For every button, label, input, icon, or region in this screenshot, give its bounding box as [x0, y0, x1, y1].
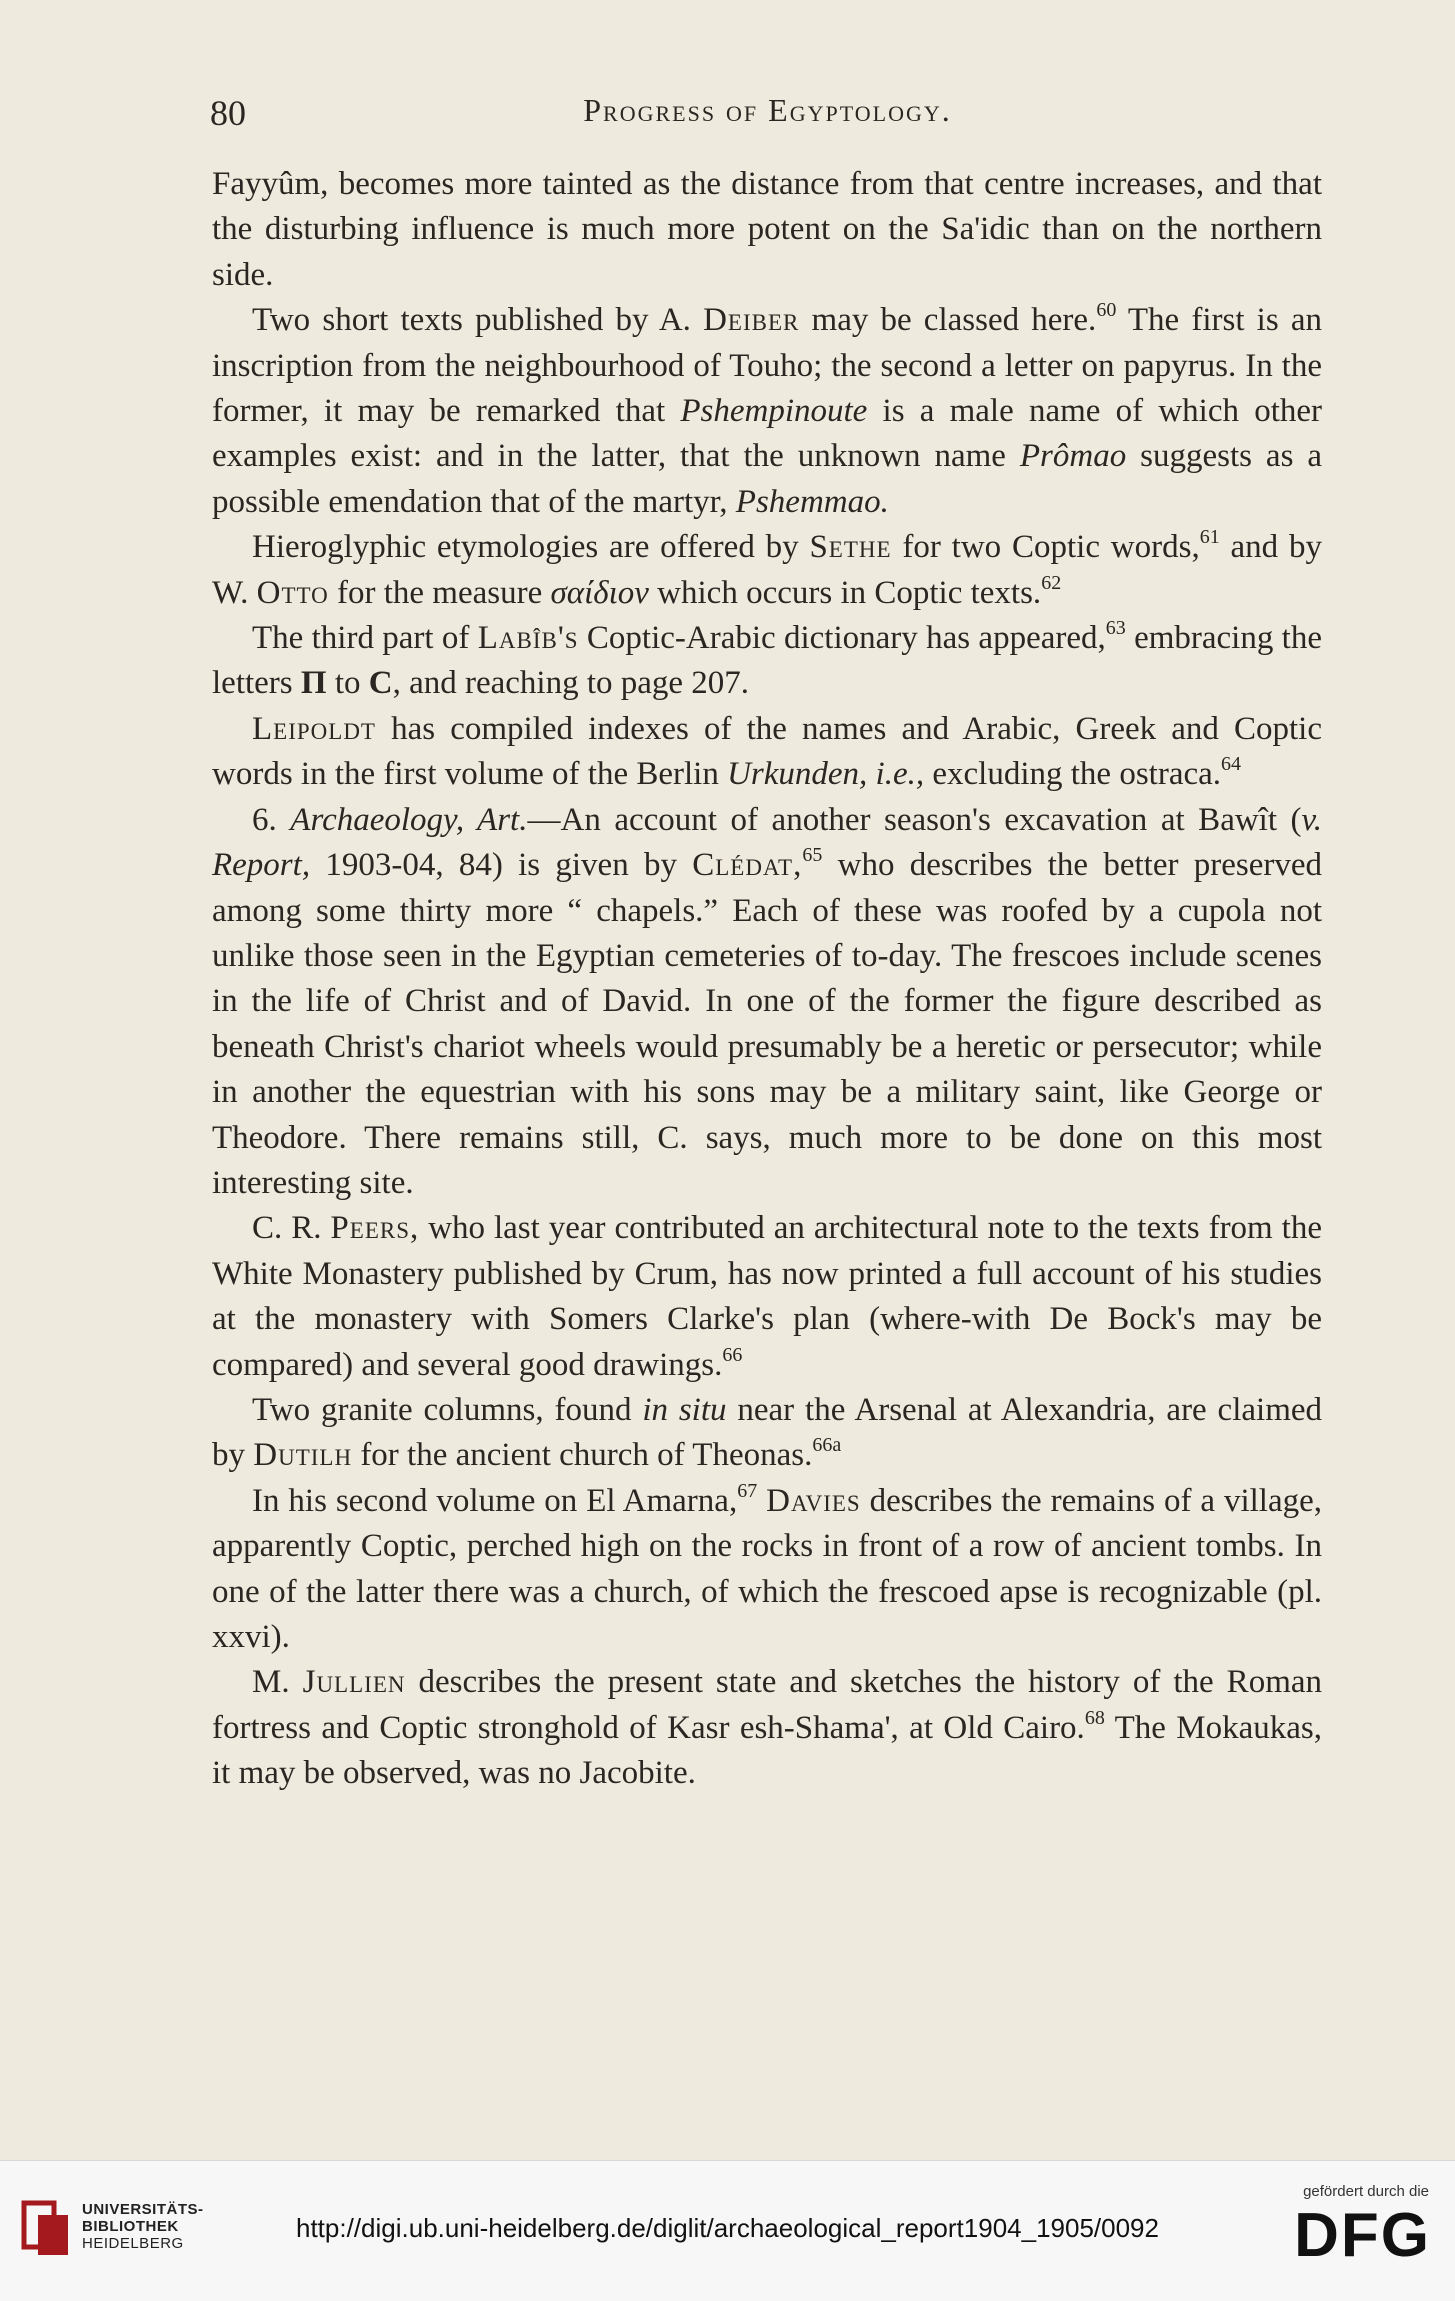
- author-name: Davies: [766, 1482, 861, 1519]
- footnote-ref: 62: [1041, 571, 1062, 594]
- author-name: Peers,: [330, 1210, 420, 1247]
- paragraph-7: C. R. Peers, who last year contributed an architectural note to the texts from the White Monastery published by Crum, has now printed a full account of his studies at the monastery with Somers Clarke's plan (where-with De Bock's may be compared) and several good drawings.$^{66}$: [212, 1210, 1322, 1383]
- footnote-ref: 64: [1221, 753, 1242, 776]
- body-text: [212, 162, 1322, 1797]
- paragraph-10: M. Jullien describes the present state and sketches the history of the Roman fortress and Coptic stronghold of Kasr esh-Shama', at Old Cairo.$^{68}$ The Mokaukas, it may be observed, was no Jacobite.: [212, 1664, 1323, 1792]
- funding-caption: gefördert durch die: [1303, 2183, 1429, 2200]
- paragraph-3: Hieroglyphic etymologies are offered by Sethe for two Coptic words,$^{61}$ and by W. Otto for the measure σαίδιον which occurs in Coptic texts.$^{62}$: [212, 526, 1322, 611]
- footnote-ref: 65: [802, 844, 823, 867]
- author-name: Leipoldt: [252, 710, 376, 747]
- running-title: Progress of Egyptology.: [583, 92, 952, 128]
- university-library-name: UNIVERSITÄTS- BIBLIOTHEK HEIDELBERG: [82, 2201, 204, 2252]
- paragraph-1: Fayyûm, becomes more tainted as the distance from that centre increases, and that the disturbing influence is much more potent on the Sa'idic than on the northern side.: [212, 166, 1322, 293]
- paragraph-6: 6. Archaeology, Art.—An account of another season's excavation at Bawît (v. Report, 1903-04, 84) is given by Clédat,$^{65}$ who describes the better preserved among some thirty more “ chapels.” Each of these was roofed by a cupola not unlike those seen in the Egyptian cemeteries of to-day. The frescoes include scenes in the life of Christ and of David. In one of the former the figure described as beneath Christ's chariot wheels would presumably be a heretic or persecutor; while in another the equestrian with his sons may be a military saint, like George or Theodore. There remains still, C. says, much more to be done on this most interesting site.: [212, 801, 1322, 1201]
- footnote-ref: 66: [722, 1343, 743, 1366]
- coptic-letter: C: [368, 665, 393, 702]
- paragraph-8: Two granite columns, found in situ near the Arsenal at Alexandria, are claimed by Dutilh for the ancient church of Theonas.$^{66a}$: [212, 1391, 1323, 1474]
- footnote-ref: 61: [1199, 526, 1220, 549]
- footnote-ref: 63: [1105, 617, 1126, 640]
- author-name: Deiber: [703, 302, 800, 339]
- footnote-ref: 66a: [812, 1434, 842, 1457]
- paragraph-2: Two short texts published by A. Deiber may be classed here.$^{60}$ The first is an inscription from the neighbourhood of Touho; the second a letter on papyrus. In the former, it may be remarked that Pshempinoute is a male name of which other examples exist: and in the latter, that the unknown name Prômao suggests as a possible emendation that of the martyr, Pshemmao.: [212, 299, 1322, 520]
- dfg-logo-icon: DFG: [1294, 2201, 1431, 2270]
- footnote-ref: 60: [1096, 299, 1117, 322]
- paragraph-4: The third part of Labîb's Coptic-Arabic dictionary has appeared,$^{63}$ embracing the letters Π to C, and reaching to page 207.: [212, 617, 1322, 702]
- digitization-footer: [0, 2160, 1455, 2301]
- author-name: Dutilh: [253, 1437, 353, 1474]
- running-head: [210, 92, 1325, 140]
- section-heading: Archaeology, Art.: [290, 801, 528, 838]
- footnote-ref: 68: [1084, 1706, 1105, 1729]
- footnote-ref: 67: [737, 1479, 758, 1502]
- paragraph-5: Leipoldt has compiled indexes of the names and Arabic, Greek and Coptic words in the first volume of the Berlin Urkunden, i.e., excluding the ostraca.$^{64}$: [212, 710, 1322, 793]
- page-number: 80: [210, 93, 246, 133]
- author-name: Clédat,: [692, 847, 803, 884]
- author-name: Jullien: [302, 1664, 406, 1701]
- paragraph-9: In his second volume on El Amarna,$^{67}$ Davies describes the remains of a village, apparently Coptic, perched high on the rocks in front of a row of ancient tombs. In one of the latter there was a church, of which the frescoed apse is recognizable (pl. xxvi).: [212, 1479, 1322, 1655]
- author-name: Labîb's: [477, 620, 579, 657]
- author-name: Sethe: [809, 529, 892, 566]
- coptic-letter: Π: [300, 665, 327, 702]
- source-url-link[interactable]: http://digi.ub.uni-heidelberg.de/diglit/archaeological_report1904_1905/0092: [296, 2213, 1159, 2243]
- author-name: Otto: [256, 574, 329, 611]
